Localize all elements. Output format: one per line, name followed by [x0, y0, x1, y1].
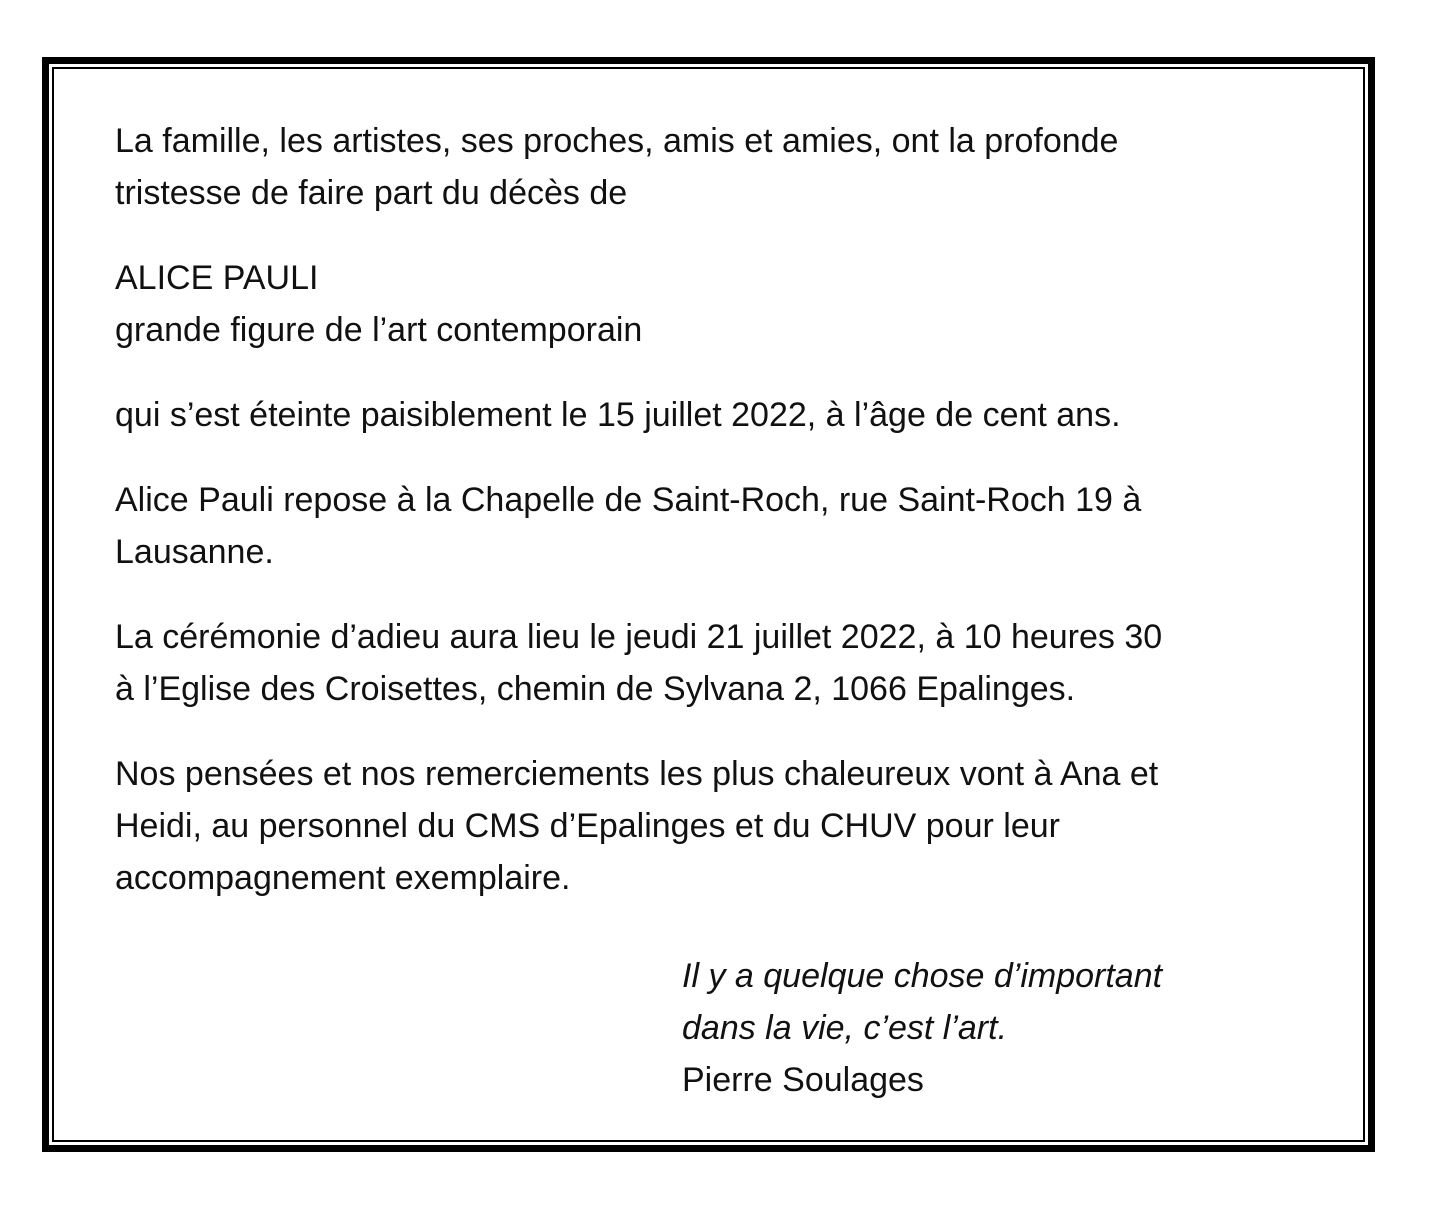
inner-border: [52, 67, 1365, 1142]
ceremony-line-1: La cérémonie d’adieu aura lieu le jeudi 21 juillet 2022, à 10 heures 30: [115, 618, 1163, 656]
rest-paragraph: [115, 474, 1295, 578]
thanks-paragraph: [115, 748, 1295, 904]
ceremony-line-2: à l’Eglise des Croisettes, chemin de Sylvana 2, 1066 Epalinges.: [115, 670, 1076, 708]
quote-line-1: Il y a quelque chose d’important: [682, 957, 1163, 995]
quote-block: [682, 950, 1295, 1106]
quote-author: Pierre Soulages: [682, 1061, 924, 1099]
rest-line-2: Lausanne.: [115, 533, 274, 571]
thanks-line-1: Nos pensées et nos remerciements les plus chaleureux vont à Ana et: [115, 755, 1159, 793]
deceased-name: ALICE PAULI: [115, 259, 319, 297]
death-text: qui s’est éteinte paisiblement le 15 juillet 2022, à l’âge de cent ans.: [115, 396, 1121, 434]
deceased-description: grande figure de l’art contemporain: [115, 311, 643, 349]
obituary-text: [115, 115, 1295, 1106]
rest-line-1: Alice Pauli repose à la Chapelle de Saint-Roch, rue Saint-Roch 19 à: [115, 481, 1142, 519]
thanks-line-2: Heidi, au personnel du CMS d’Epalinges et du CHUV pour leur: [115, 807, 1060, 845]
thanks-line-3: accompagnement exemplaire.: [115, 859, 571, 897]
outer-border: [42, 57, 1375, 1152]
intro-line-2: tristesse de faire part du décès de: [115, 174, 628, 212]
quote-line-2: dans la vie, c’est l’art.: [682, 1009, 1008, 1047]
death-paragraph: [115, 389, 1295, 441]
ceremony-paragraph: [115, 611, 1295, 715]
intro-paragraph: [115, 115, 1295, 219]
intro-line-1: La famille, les artistes, ses proches, amis et amies, ont la profonde: [115, 122, 1119, 160]
name-paragraph: [115, 252, 1295, 356]
